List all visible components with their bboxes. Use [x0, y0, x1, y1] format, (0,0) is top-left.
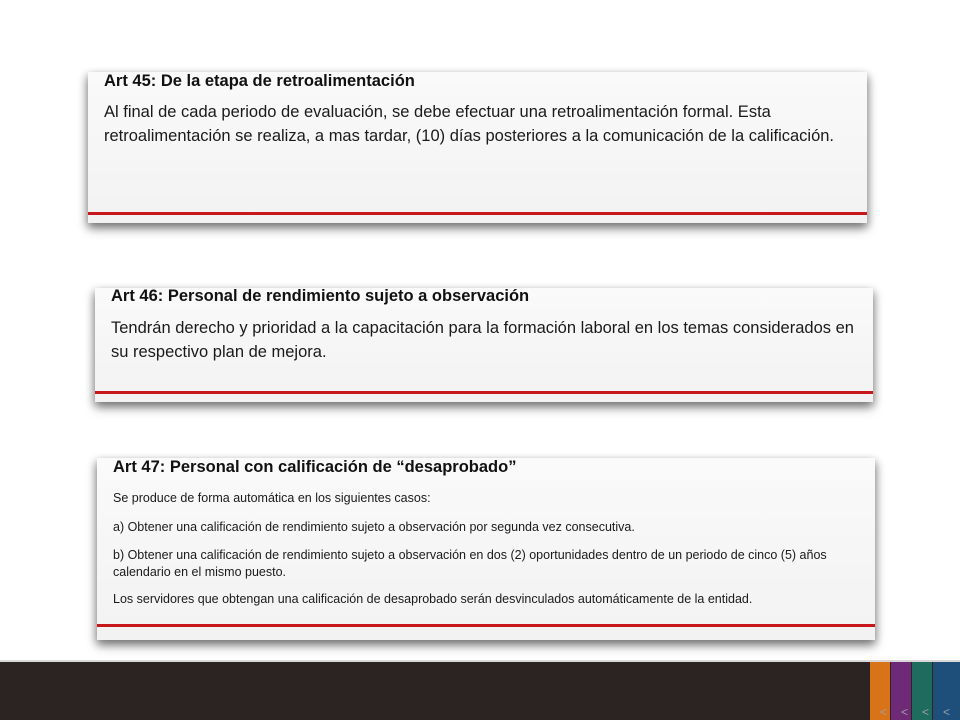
article-47-case-a: a) Obtener una calificación de rendimiento sujeto a observación por segunda vez consecutiva. — [113, 520, 635, 534]
article-47-title: Art 47: Personal con calificación de “desaprobado” — [113, 458, 517, 476]
footer-bar — [0, 662, 960, 720]
article-47-intro: Se produce de forma automática en los siguientes casos: — [113, 491, 431, 505]
article-45-card — [88, 72, 867, 223]
article-46-title: Art 46: Personal de rendimiento sujeto a observación — [111, 287, 530, 305]
article-47-card — [97, 458, 875, 640]
article-45-body: Al final de cada periodo de evaluación, se debe efectuar una retroalimentación formal. Esta retroalimentación se realiza, a mas tardar, (10) días posteriores a la comunicación de la calificación. — [104, 103, 835, 145]
article-46-card — [95, 288, 873, 402]
article-47-case-b: b) Obtener una calificación de rendimiento sujeto a observación en dos (2) oportunidades dentro de un periodo de cinco (5) años calendario en el mismo puesto. — [113, 548, 827, 579]
article-47-consequence: Los servidores que obtengan una calificación de desaprobado serán desvinculados automáticamente de la entidad. — [113, 592, 753, 606]
nav-back-icon[interactable]: < — [901, 705, 909, 719]
article-46-body: Tendrán derecho y prioridad a la capacitación para la formación laboral en los temas considerados en su respectivo plan de mejora. — [111, 319, 854, 361]
article-45-title: Art 45: De la etapa de retroalimentación — [104, 72, 415, 90]
red-divider — [97, 624, 875, 627]
red-divider — [88, 212, 867, 215]
red-divider — [95, 391, 873, 394]
nav-back-icon[interactable]: < — [922, 705, 930, 719]
nav-back-icon[interactable]: < — [943, 705, 951, 719]
nav-back-icon[interactable]: < — [880, 705, 888, 719]
